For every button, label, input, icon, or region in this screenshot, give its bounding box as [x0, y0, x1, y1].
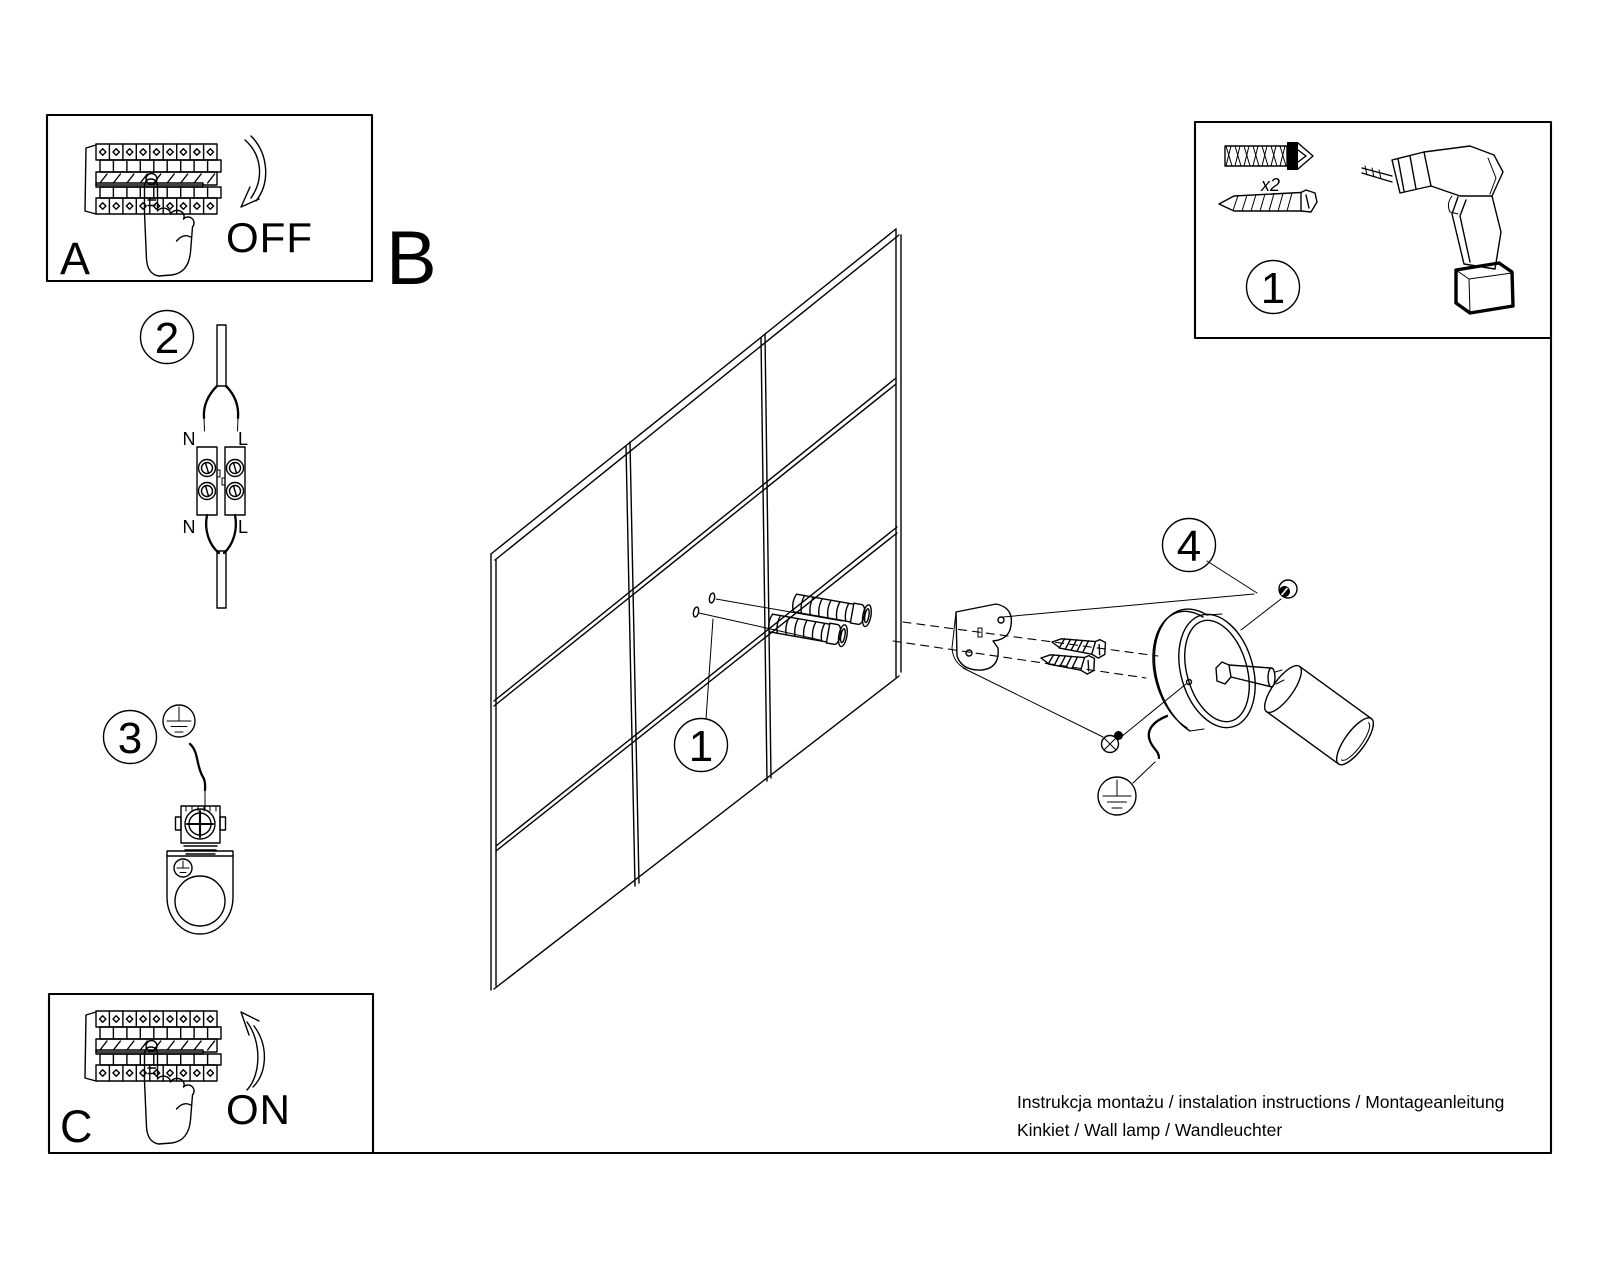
step4-badge: 4 — [1176, 522, 1202, 571]
wall-badge: 1 — [688, 722, 714, 771]
panel-c-label: C — [60, 1101, 93, 1152]
wall-top-edge — [491, 229, 899, 560]
page-border — [373, 338, 1551, 1153]
step-ground-diagram — [104, 705, 234, 934]
lamp-assembly — [893, 519, 1380, 816]
panel-breaker-on — [49, 994, 373, 1153]
breaker-strip-icon — [85, 1011, 221, 1081]
step2-badge: 2 — [154, 314, 180, 363]
off-label: OFF — [226, 214, 313, 261]
footer — [1017, 1092, 1504, 1140]
cross-screw-icon — [1102, 731, 1124, 753]
earth-wire — [190, 744, 205, 790]
wall-diagram — [491, 229, 901, 990]
cable-top — [217, 325, 226, 386]
wire-fork-top — [204, 386, 238, 418]
parts-panel-frame — [1195, 122, 1551, 338]
panel-c-frame — [49, 994, 373, 1153]
lamp-arm — [1216, 662, 1284, 687]
on-label: ON — [226, 1086, 291, 1133]
drill-icon — [1362, 146, 1513, 313]
panel-a-label: A — [60, 233, 91, 284]
leader-lines — [963, 561, 1281, 783]
panel-breaker-off — [47, 115, 372, 284]
earth-terminal — [176, 806, 226, 854]
earth-wire-lamp — [1149, 716, 1167, 758]
lamp-canopy — [1153, 605, 1268, 736]
parts-badge: 1 — [1260, 264, 1286, 313]
terminal-block — [197, 447, 245, 515]
footer-title-line: Instrukcja montażu / instalation instructions / Montageanleitung — [1017, 1092, 1505, 1112]
wall-left-edge — [491, 554, 496, 990]
canopy-screw-icon — [1279, 580, 1297, 598]
wall-right-edge — [896, 229, 901, 677]
pointing-hand-icon — [145, 1047, 195, 1144]
off-arrow-icon — [241, 136, 266, 207]
neutral-label-top: N — [182, 429, 196, 449]
lamp-bracket-back — [167, 851, 233, 934]
alignment-dashes — [893, 622, 1158, 678]
pointing-hand-icon — [145, 179, 195, 276]
step3-badge: 3 — [117, 714, 143, 763]
step-wiring-diagram — [141, 311, 249, 609]
wire-fork-bottom — [206, 515, 236, 553]
panel-parts — [1195, 122, 1551, 338]
ground-symbol-icon — [163, 705, 195, 737]
live-label-bottom: L — [237, 517, 249, 537]
on-arrow-icon — [241, 1012, 264, 1090]
mounting-bracket — [952, 604, 1011, 670]
live-label-top: L — [237, 429, 249, 449]
wall-plug-icon — [1225, 142, 1313, 170]
section-b-label: B — [386, 216, 437, 301]
badge1-leader — [706, 619, 713, 719]
dowel-quantity-label: x2 — [1261, 175, 1281, 195]
wall-plug-1 — [791, 592, 873, 627]
lamp-shade — [1258, 660, 1379, 769]
footer-product-line: Kinkiet / Wall lamp / Wandleuchter — [1017, 1120, 1283, 1140]
ground-symbol-icon — [1098, 777, 1136, 815]
wire-tips-top — [204, 418, 238, 431]
cable-bottom — [217, 551, 226, 608]
neutral-label-bottom: N — [182, 517, 196, 537]
